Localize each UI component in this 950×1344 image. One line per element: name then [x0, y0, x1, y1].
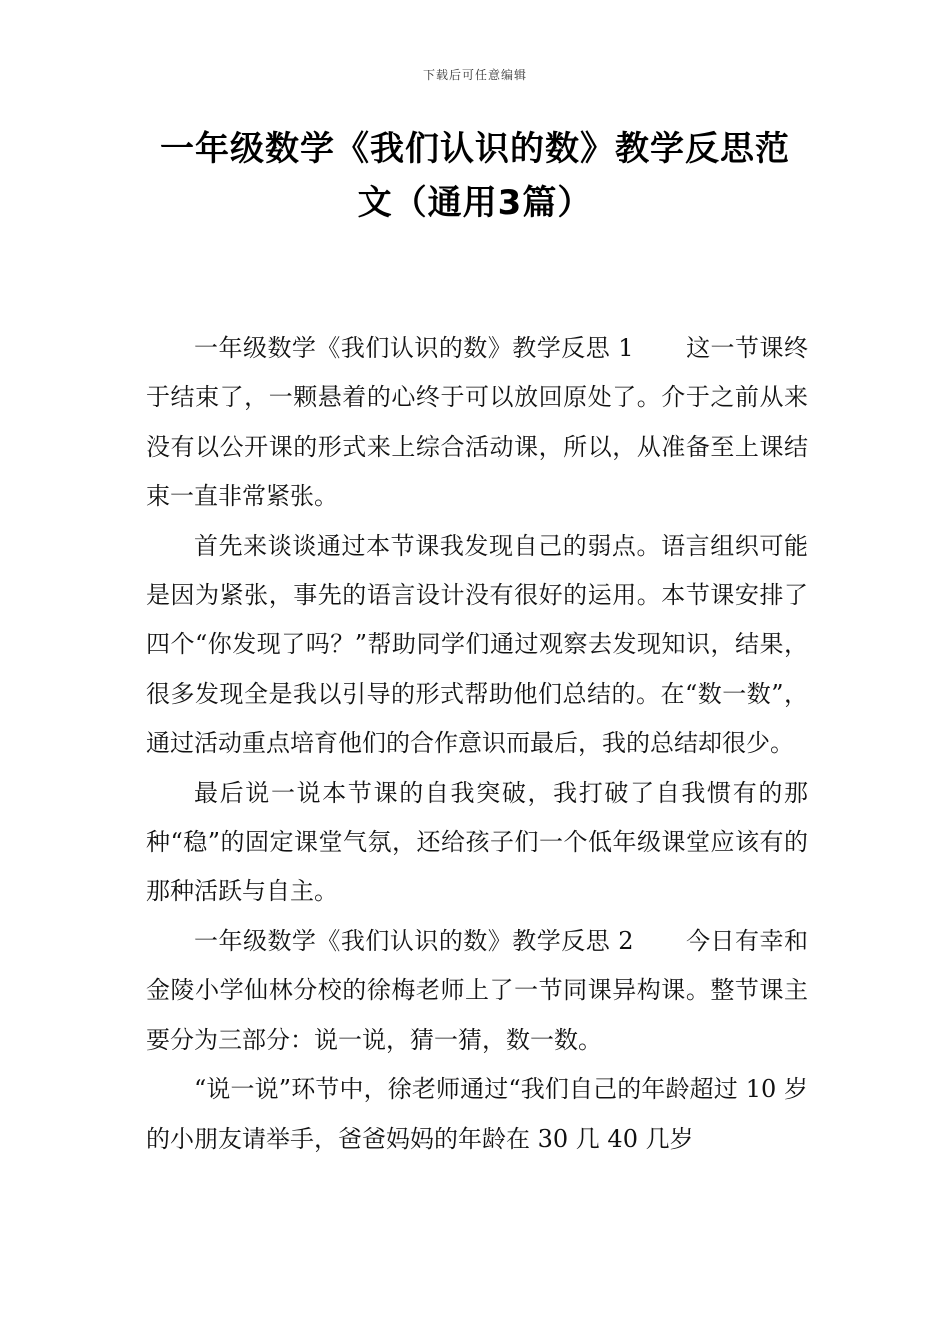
document-title [150, 122, 800, 230]
paragraph-3 [146, 769, 808, 917]
paragraph-4 [146, 917, 808, 1065]
paragraph-5 [146, 1065, 808, 1164]
paragraph-2 [146, 522, 808, 769]
document-body [146, 324, 808, 1164]
header-note: 下载后可任意编辑 [422, 68, 527, 82]
title-line-2: 文（通用3篇） [357, 183, 593, 223]
section-heading-1: 一年级数学《我们认识的数》教学反思 1 [194, 334, 634, 362]
paragraph-2-text: 首先来谈谈通过本节课我发现自己的弱点。语言组织可能是因为紧张，事先的语言设计没有很好的运用。本节课安排了四个“你发现了吗？”帮助同学们通过观察去发现知识，结果，很多发现全是我以引导的形式帮助他们总结的。在“数一数”，通过活动重点培育他们的合作意识而最后，我的总结却很少。 [146, 531, 808, 758]
title-line-1: 一年级数学《我们认识的数》教学反思范 [160, 129, 790, 169]
section-heading-2: 一年级数学《我们认识的数》教学反思 2 [194, 926, 634, 955]
paragraph-5-text: “说一说”环节中，徐老师通过“我们自己的年龄超过 10 岁的小朋友请举手，爸爸妈妈的年龄在 30 几 40 几岁 [146, 1075, 808, 1153]
paragraph-3-text: 最后说一说本节课的自我突破，我打破了自我惯有的那种“稳”的固定课堂气氛，还给孩子们一个低年级课堂应该有的那种活跃与自主。 [146, 778, 808, 906]
paragraph-1-text: 这一节课终于结束了，一颗悬着的心终于可以放回原处了。介于之前从来没有以公开课的形式来上综合活动课，所以，从准备至上课结束一直非常紧张。 [146, 334, 809, 511]
paragraph-1 [146, 324, 808, 522]
paragraph-4-text: 今日有幸和金陵小学仙林分校的徐梅老师上了一节同课异构课。整节课主要分为三部分：说一说，猜一猜，数一数。 [146, 926, 809, 1054]
